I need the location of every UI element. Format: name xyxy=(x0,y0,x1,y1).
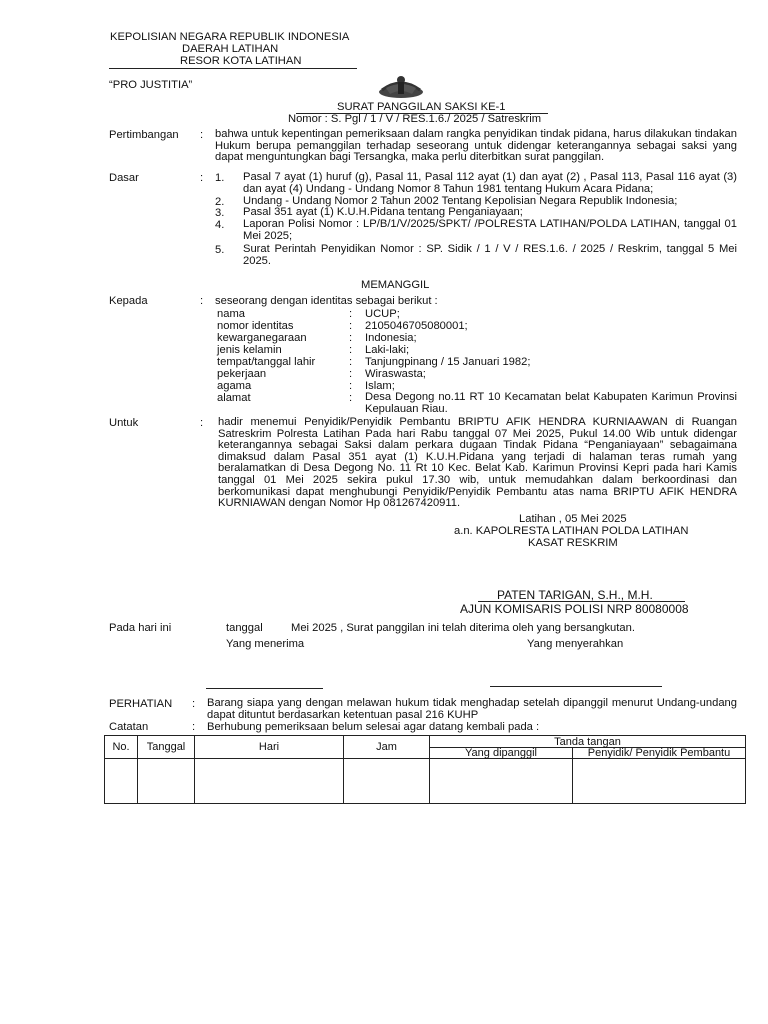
table-header-hari: Hari xyxy=(195,736,344,759)
table-cell xyxy=(344,759,430,804)
signature-an: a.n. KAPOLRESTA LATIHAN POLDA LATIHAN xyxy=(454,525,689,537)
table-subheader-penyidik: Penyidik/ Penyidik Pembantu xyxy=(573,748,746,759)
field-label-kewarganegaraan: kewarganegaraan xyxy=(217,332,307,344)
giver-signature-line xyxy=(490,686,662,687)
field-value-agama: Islam; xyxy=(365,380,395,392)
field-value-jenis-kelamin: Laki-laki; xyxy=(365,344,410,356)
dasar-num-5: 5. xyxy=(215,244,225,256)
field-value-tempat-tanggal-lahir: Tanjungpinang / 15 Januari 1982; xyxy=(365,356,531,368)
perhatian-label: PERHATIAN xyxy=(109,698,173,710)
field-label-jenis-kelamin: jenis kelamin xyxy=(217,344,282,356)
signature-rank: AJUN KOMISARIS POLISI NRP 80080008 xyxy=(460,602,689,616)
attendance-table xyxy=(104,735,746,804)
receipt-receiver: Yang menerima xyxy=(226,638,305,650)
untuk-label: Untuk xyxy=(109,417,139,429)
header-underline xyxy=(109,68,357,69)
catatan-label: Catatan xyxy=(109,721,149,733)
field-colon: : xyxy=(349,344,353,356)
dasar-num-1: 1. xyxy=(215,172,225,184)
field-value-kewarganegaraan: Indonesia; xyxy=(365,332,417,344)
kepada-colon: : xyxy=(200,295,204,307)
table-header-no: No. xyxy=(105,736,138,759)
field-label-agama: agama xyxy=(217,380,252,392)
signature-position: KASAT RESKRIM xyxy=(528,537,618,549)
pertimbangan-colon: : xyxy=(200,129,204,141)
dasar-item-3: Pasal 351 ayat (1) K.U.H.Pidana tentang Penganiayaan; xyxy=(243,206,523,218)
receiver-signature-line xyxy=(206,688,323,689)
receipt-giver: Yang menyerahkan xyxy=(527,638,624,650)
catatan-text: Berhubung pemeriksaan belum selesai agar datang kembali pada : xyxy=(207,721,540,733)
field-colon: : xyxy=(349,332,353,344)
signature-place-date: Latihan , 05 Mei 2025 xyxy=(519,513,627,525)
header-line-1: KEPOLISIAN NEGARA REPUBLIK INDONESIA xyxy=(110,31,350,43)
table-cell xyxy=(138,759,195,804)
field-colon: : xyxy=(349,368,353,380)
table-cell xyxy=(105,759,138,804)
table-header-tanda-tangan: Tanda tangan xyxy=(430,736,746,748)
field-value-pekerjaan: Wiraswasta; xyxy=(365,368,426,380)
table-cell xyxy=(430,759,573,804)
document-number: Nomor : S. Pgl / 1 / V / RES.1.6./ 2025 / Satreskrim xyxy=(288,113,542,125)
dasar-item-1: Pasal 7 ayat (1) huruf (g), Pasal 11, Pasal 112 ayat (1) dan ayat (2) , Pasal 113, Pasal 116 ayat (3) dan ayat (4) Undang - Undang Nomor 8 Tahun 1981 tentang Hukum Acara Pidana; xyxy=(243,171,737,195)
table-header-tanggal: Tanggal xyxy=(138,736,195,759)
receipt-tanggal: tanggal xyxy=(226,622,263,634)
table-header-jam: Jam xyxy=(344,736,430,759)
police-crest-icon xyxy=(376,72,426,102)
dasar-colon: : xyxy=(200,172,204,184)
signature-name: PATEN TARIGAN, S.H., M.H. xyxy=(497,588,653,602)
dasar-item-4: Laporan Polisi Nomor : LP/B/1/V/2025/SPKT/ /POLRESTA LATIHAN/POLDA LATIHAN, tanggal 01 Mei 2025; xyxy=(243,218,737,242)
field-value-nomor-identitas: 2105046705080001; xyxy=(365,320,468,332)
dasar-num-4: 4. xyxy=(215,219,225,231)
field-label-nomor-identitas: nomor identitas xyxy=(217,320,294,332)
perhatian-colon: : xyxy=(192,698,196,710)
field-value-nama: UCUP; xyxy=(365,308,400,320)
kepada-intro: seseorang dengan identitas sebagai berikut : xyxy=(215,295,438,307)
field-colon: : xyxy=(349,308,353,320)
dasar-item-5: Surat Perintah Penyidikan Nomor : SP. Sidik / 1 / V / RES.1.6. / 2025 / Reskrim, tanggal 5 Mei 2025. xyxy=(243,243,737,267)
perhatian-text: Barang siapa yang dengan melawan hukum tidak menghadap setelah dipanggil menurut Undang-undang dapat dituntut berdasarkan ketentuan pasal 216 KUHP xyxy=(207,697,737,721)
table-cell xyxy=(573,759,746,804)
field-value-alamat: Desa Degong no.11 RT 10 Kecamatan belat Kabupaten Karimun Provinsi Kepulauan Riau. xyxy=(365,391,737,415)
receipt-label: Pada hari ini xyxy=(109,622,172,634)
field-label-alamat: alamat xyxy=(217,392,251,404)
untuk-colon: : xyxy=(200,417,204,429)
field-colon: : xyxy=(349,380,353,392)
table-subheader-dipanggil: Yang dipanggil xyxy=(430,748,573,759)
receipt-text: Mei 2025 , Surat panggilan ini telah diterima oleh yang bersangkutan. xyxy=(291,622,635,634)
table-cell xyxy=(195,759,344,804)
memanggil-heading: MEMANGGIL xyxy=(361,279,430,291)
field-label-tempat-tanggal-lahir: tempat/tanggal lahir xyxy=(217,356,316,368)
pertimbangan-text: bahwa untuk kepentingan pemeriksaan dalam rangka penyidikan tindak pidana, harus dilakukan tindakan Hukum berupa pemanggilan terhadap seseorang untuk didengar keterangannya sebagai saksi yang dapat menguntungkan bagi Tersangka, maka perlu diterbitkan surat panggilan. xyxy=(215,128,737,164)
field-label-pekerjaan: pekerjaan xyxy=(217,368,267,380)
table-row xyxy=(105,759,746,804)
dasar-num-2: 2. xyxy=(215,196,225,208)
kepada-label: Kepada xyxy=(109,295,148,307)
untuk-text: hadir menemui Penyidik/Penyidik Pembantu BRIPTU AFIK HENDRA KURNIAAWAN di Ruangan Satreskrim Polresta Latihan Pada hari Rabu tanggal 07 Mei 2025, Pukul 14.00 Wib untuk didengar keterangannya sebagai Saksi dalam perkara dugaan Tindak Pidana “Penganiayaan” sebagaimana dimaksud dalam Pasal 351 ayat (1) K.U.H.Pidana yang terjadi di halaman teras rumah yang beralamatkan di Desa Degong No. 11 Rt 10 Kec. Belat Kab. Karimun Provinsi Kepri pada hari Kamis tanggal 01 Mei 2025 sekira pukul 17.30 wib, untuk memudahkan dalam berkoordinasi dan berkomunikasi dapat menghubungi Penyidik/Penyidik Pembantu atas nama BRIPTU AFIK HENDRA KURNIAWAN dengan Nomor Hp 081267420911. xyxy=(218,416,737,510)
dasar-item-2: Undang - Undang Nomor 2 Tahun 2002 Tentang Kepolisian Negara Republik Indonesia; xyxy=(243,195,678,207)
catatan-colon: : xyxy=(192,721,196,733)
header-line-3: RESOR KOTA LATIHAN xyxy=(180,55,302,67)
pro-justitia: “PRO JUSTITIA” xyxy=(109,79,193,91)
field-colon: : xyxy=(349,320,353,332)
pertimbangan-label: Pertimbangan xyxy=(109,129,179,141)
document-title: SURAT PANGGILAN SAKSI KE-1 xyxy=(337,101,506,113)
field-colon: : xyxy=(349,356,353,368)
dasar-num-3: 3. xyxy=(215,207,225,219)
field-label-nama: nama xyxy=(217,308,245,320)
field-colon: : xyxy=(349,392,353,404)
dasar-label: Dasar xyxy=(109,172,139,184)
header-line-2: DAERAH LATIHAN xyxy=(182,43,279,55)
